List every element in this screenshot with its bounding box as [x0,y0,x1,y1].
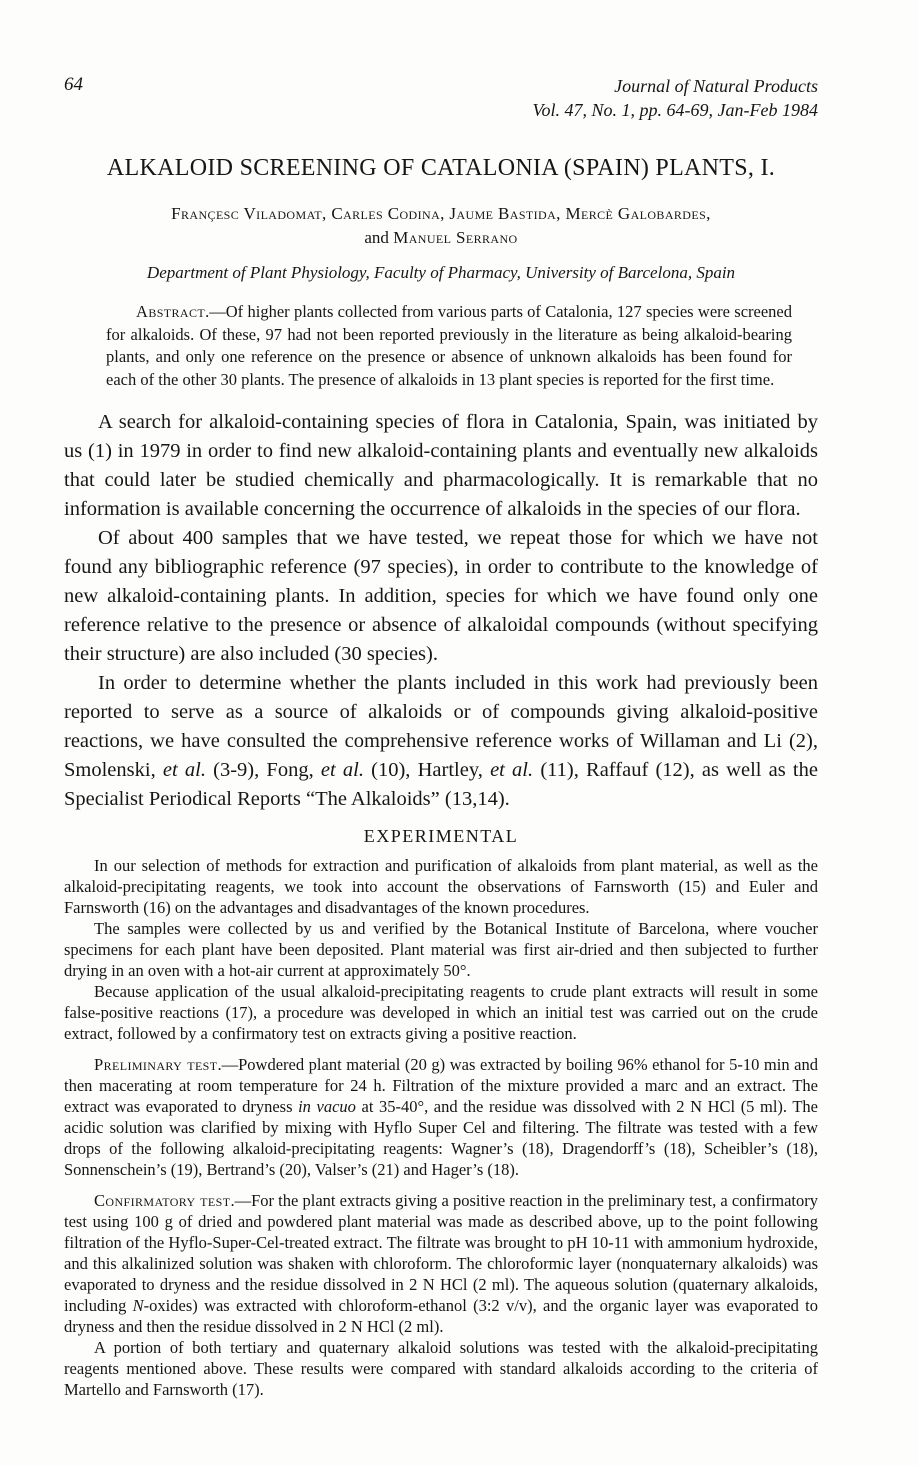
introduction-section [64,408,818,814]
experimental-section [64,855,818,1400]
authors-line-2: and Manuel Serrano [364,228,518,248]
preliminary-test-paragraph: Preliminary test.—Powdered plant material (20 g) was extracted by boiling 96% ethanol for 5-10 min and then macerating at room temperature for 24 h. Filtration of the mixture provided a marc and an extract. The extract was evaporated to dryness in vacuo at 35-40°, and the residue was dissolved with 2 N HCl (5 ml). The acidic solution was clarified by mixing with Hyflo Super Cel and filtering. The filtrate was tested with a few drops of the following alkaloid-precipitating reagents: Wagner’s (18), Dragendorff’s (18), Scheibler’s (18), Sonnenschein’s (19), Bertrand’s (20), Valser’s (21) and Hager’s (18). [64,1054,818,1179]
journal-name: Journal of Natural Products [614,76,818,96]
results-comparison-paragraph: A portion of both tertiary and quaternary alkaloid solutions was tested with the alkaloid-precipitating reagents mentioned above. These results were compared with standard alkaloids according to the criteria of Martello and Farnsworth (17). [64,1337,818,1399]
intro-paragraph-3: In order to determine whether the plants included in this work had previously been reported to serve as a source of alkaloids or of compounds giving alkaloid-positive reactions, we have consulted the comprehensive reference works of Willaman and Li (2), Smolenski, et al. (3-9), Fong, et al. (10), Hartley, et al. (11), Raffauf (12), as well as the Specialist Periodical Reports “The Alkaloids” (13,14). [64,671,818,810]
affiliation: Department of Plant Physiology, Faculty of Pharmacy, University of Barcelona, Spain [146,262,736,282]
experimental-paragraph-methods: In our selection of methods for extraction and purification of alkaloids from plant material, as well as the alkaloid-precipitating reagents, we took into account the observations of Farnsworth (15) and Euler and Farnsworth (16) on the advantages and disadvantages of the known procedures. [64,855,818,917]
intro-paragraph-2: Of about 400 samples that we have tested, we repeat those for which we have not found any bibliographic reference (97 species), in order to contribute to the knowledge of new alkaloid-containing plants. In addition, species for which we have found only one reference relative to the presence or absence of alkaloidal compounds (without specifying their structure) are also included (30 species). [64,526,818,665]
article-title: ALKALOID SCREENING OF CATALONIA (SPAIN) PLANTS, I. [106,154,776,181]
journal-issue: Vol. 47, No. 1, pp. 64-69, Jan-Feb 1984 [532,100,818,121]
author-list [64,202,818,251]
authors-line-1: Françesc Viladomat, Carles Codina, Jaume Bastida, Mercè Galobardes, [171,203,711,223]
intro-paragraph-1: A search for alkaloid-containing species of flora in Catalonia, Spain, was initiated by us (1) in 1979 in order to find new alkaloid-containing plants and eventually new alkaloids that could later be studied chemically and pharmacologically. It is remarkable that no information is available concerning the occurrence of alkaloids in the species of our flora. [64,410,818,520]
abstract: Abstract.—Of higher plants collected from various parts of Catalonia, 127 species were screened for alkaloids. Of these, 97 had not been reported previously in the literature as being alkaloid-bearing plants, and only one reference on the presence or absence of unknown alkaloids has been found for each of the other 30 plants. The presence of alkaloids in 13 plant species is reported for the first time. [106,301,792,390]
confirmatory-test-paragraph: Confirmatory test.—For the plant extracts giving a positive reaction in the preliminary test, a confirmatory test using 100 g of dried and powdered plant material was made as described above, up to the point following filtration of the Hyflo-Super-Cel-treated extract. The filtrate was brought to pH 10-11 with ammonium hydroxide, and this alkalinized solution was shaken with chloroform. The chloroformic layer (nonquaternary alkaloids) was evaporated to dryness and the residue dissolved in 2 N HCl (2 ml). The aqueous solution (quaternary alkaloids, including N-oxides) was extracted with chloroform-ethanol (3:2 v/v), and the organic layer was evaporated to dryness and then the residue dissolved in 2 N HCl (2 ml). [64,1190,818,1336]
experimental-paragraph-false-positives: Because application of the usual alkaloid-precipitating reagents to crude plant extracts will result in some false-positive reactions (17), a procedure was developed in which an initial test was carried out on the crude extract, followed by a confirmatory test on extracts giving a positive reaction. [64,981,818,1043]
experimental-paragraph-samples: The samples were collected by us and verified by the Botanical Institute of Barcelona, where voucher specimens for each plant have been deposited. Plant material was first air-dried and then subjected to further drying in an oven with a hot-air current at approximately 50°. [64,918,818,980]
page-header [64,74,818,123]
page-number: 64 [64,74,83,95]
journal-reference [533,74,818,123]
experimental-heading: EXPERIMENTAL [363,825,519,846]
